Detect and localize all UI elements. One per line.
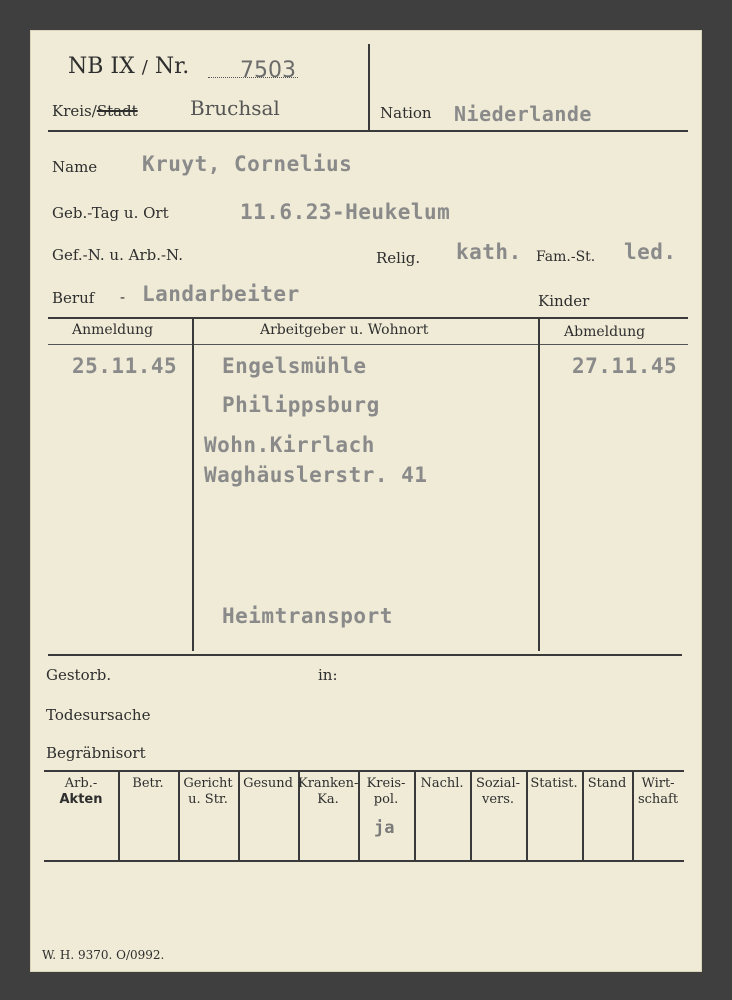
gef-arb-label: Gef.-N. u. Arb.-N. bbox=[52, 246, 183, 264]
office-col-header bbox=[582, 776, 632, 792]
office-col-line-2: u. Str. bbox=[188, 792, 228, 807]
series-label bbox=[68, 54, 189, 79]
employer-line-1: Engelsmühle bbox=[222, 354, 367, 378]
office-col-header bbox=[118, 776, 178, 792]
col-anmeldung-header: Anmeldung bbox=[72, 322, 154, 338]
kreis-label: Kreis/ bbox=[52, 102, 97, 120]
table-top-rule bbox=[48, 317, 688, 319]
name-label: Name bbox=[52, 158, 98, 176]
series-separator: / bbox=[141, 57, 148, 78]
office-col-line-1: Kreis- bbox=[366, 776, 406, 791]
office-col-header bbox=[298, 776, 358, 808]
famst-label: Fam.-St. bbox=[536, 249, 596, 265]
relig-label: Relig. bbox=[376, 249, 421, 267]
office-col-line-1: Betr. bbox=[132, 776, 164, 791]
table-bottom-rule bbox=[48, 654, 682, 656]
office-col-header bbox=[526, 776, 582, 792]
office-col-header bbox=[358, 776, 414, 808]
office-col-line-2: Akten bbox=[59, 792, 103, 807]
col-arbeitgeber-header: Arbeitgeber u. Wohnort bbox=[260, 322, 429, 338]
office-col-line-2: Ka. bbox=[317, 792, 339, 807]
gestorb-label: Gestorb. bbox=[46, 666, 112, 684]
heimtransport-note: Heimtransport bbox=[222, 604, 393, 628]
kreis-value: Bruchsal bbox=[190, 96, 280, 120]
office-col-header bbox=[44, 776, 118, 808]
header-divider bbox=[368, 44, 370, 130]
nation-label: Nation bbox=[380, 104, 432, 122]
office-col-line-1: Arb.- bbox=[64, 776, 98, 791]
birth-value: 11.6.23-Heukelum bbox=[240, 200, 451, 224]
office-col-header bbox=[238, 776, 298, 792]
beruf-dash: - bbox=[120, 288, 126, 306]
kinder-label: Kinder bbox=[538, 292, 590, 310]
name-value: Kruyt, Cornelius bbox=[142, 152, 353, 176]
birth-label: Geb.-Tag u. Ort bbox=[52, 204, 169, 222]
famst-value: led. bbox=[624, 240, 677, 264]
table-header-rule bbox=[48, 344, 688, 345]
office-col-header bbox=[470, 776, 526, 808]
col-divider-1 bbox=[192, 317, 194, 651]
nation-value: Niederlande bbox=[454, 102, 592, 126]
header-rule bbox=[48, 130, 688, 132]
employer-line-3: Wohn.Kirrlach bbox=[204, 433, 375, 457]
form-code: W. H. 9370. O/0992. bbox=[42, 948, 165, 962]
employer-line-2: Philippsburg bbox=[222, 393, 380, 417]
office-col-header bbox=[178, 776, 238, 808]
anmeldung-date: 25.11.45 bbox=[72, 354, 178, 378]
nr-value: 7503 bbox=[240, 58, 296, 83]
kreis-stadt-label bbox=[52, 102, 138, 120]
stadt-label-struck: Stadt bbox=[96, 102, 138, 120]
office-col-line-2: schaft bbox=[637, 792, 679, 807]
kreispol-value: ja bbox=[374, 818, 395, 838]
office-col-line-1: Gesund bbox=[243, 776, 293, 791]
office-col-line-2: vers. bbox=[481, 792, 515, 807]
abmeldung-date: 27.11.45 bbox=[572, 354, 678, 378]
col-abmeldung-header: Abmeldung bbox=[564, 324, 646, 340]
office-grid-top bbox=[44, 770, 684, 772]
col-divider-2 bbox=[538, 317, 540, 651]
office-col-line-1: Stand bbox=[587, 776, 627, 791]
nr-label: Nr. bbox=[154, 54, 190, 79]
office-col-line-1: Nachl. bbox=[420, 776, 464, 791]
office-col-line-1: Kranken- bbox=[298, 776, 359, 791]
office-col-line-1: Sozial- bbox=[475, 776, 521, 791]
series-code: NB IX bbox=[68, 54, 135, 79]
begraebnisort-label: Begräbnisort bbox=[46, 744, 146, 762]
office-col-line-1: Wirt- bbox=[641, 776, 675, 791]
office-col-line-1: Statist. bbox=[530, 776, 578, 791]
registration-card bbox=[30, 30, 702, 972]
office-col-line-1: Gericht bbox=[183, 776, 233, 791]
office-col-header bbox=[414, 776, 470, 792]
office-col-line-2: pol. bbox=[373, 792, 399, 807]
office-grid-bottom bbox=[44, 860, 684, 862]
in-label: in: bbox=[318, 666, 338, 684]
beruf-value: Landarbeiter bbox=[142, 282, 300, 306]
todesursache-label: Todesursache bbox=[46, 706, 151, 724]
employer-line-4: Waghäuslerstr. 41 bbox=[204, 463, 428, 487]
office-col-header bbox=[632, 776, 684, 808]
beruf-label: Beruf bbox=[52, 289, 95, 307]
relig-value: kath. bbox=[456, 240, 522, 264]
